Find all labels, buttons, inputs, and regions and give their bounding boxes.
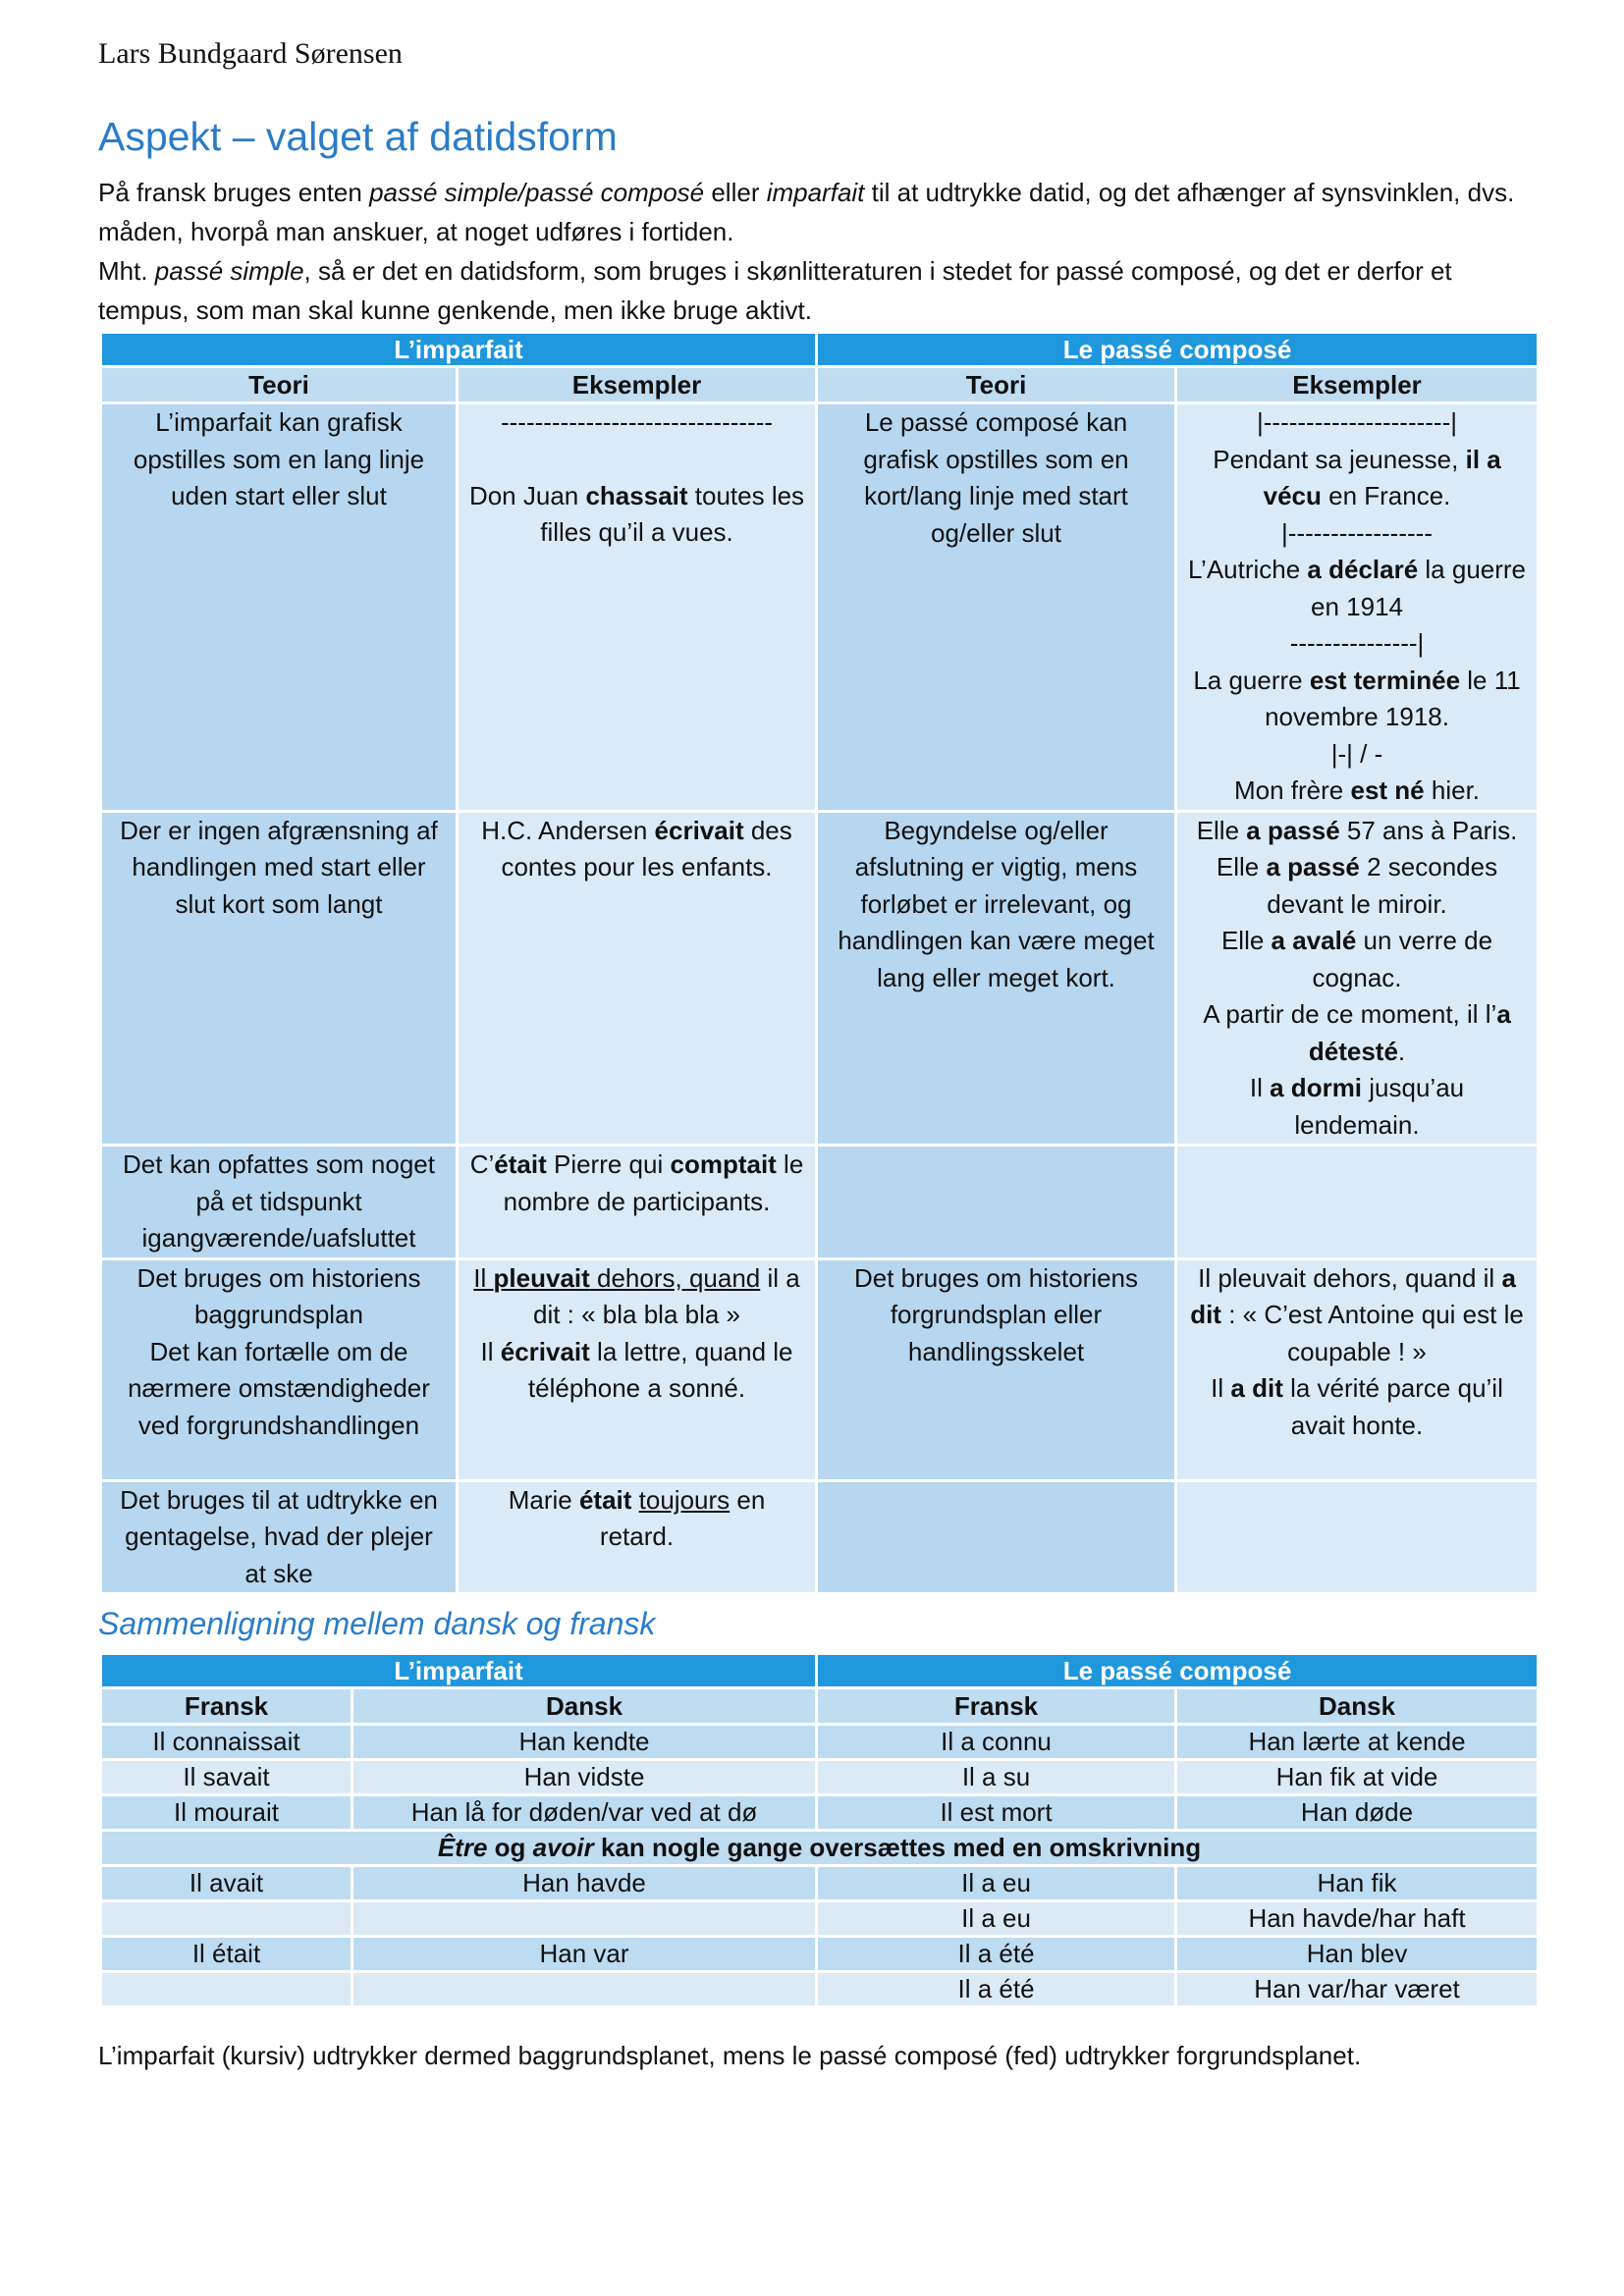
table-subheader-row	[101, 367, 1539, 403]
imparfait-theory-cell: Der er ingen afgrænsning af handlingen med start eller slut kort som langt	[101, 811, 458, 1146]
table-subheader-row	[101, 1688, 1539, 1725]
text-span: en retard.	[599, 1484, 766, 1551]
passe-compose-example-cell	[1176, 403, 1539, 812]
example-sentence	[1187, 1370, 1527, 1444]
text-span: le nombre de participants.	[503, 1149, 804, 1216]
text-span: Il	[473, 1262, 494, 1293]
table-cell: Il mourait	[101, 1795, 352, 1831]
page-title: Aspekt – valget af datidsform	[98, 114, 618, 159]
example-sentence	[1187, 442, 1527, 515]
table-cell: Il connaissait	[101, 1725, 352, 1760]
text-span	[631, 1485, 638, 1515]
table-row	[101, 403, 1539, 812]
verb-form: est terminée	[1309, 665, 1461, 695]
text-span: til at udtrykke datid, og det afhænger af synsvinklen, dvs. måden, hvorpå man anskuer, at noget udføres i fortiden.	[98, 178, 1515, 246]
verb-form: est né	[1350, 775, 1425, 805]
imparfait-example-cell	[458, 811, 817, 1146]
text-span: jusqu’au lendemain.	[1294, 1073, 1465, 1140]
underlined-clause	[473, 1263, 760, 1293]
example-sentence	[468, 478, 805, 552]
table-cell: Han havde	[352, 1866, 817, 1901]
example-sentence	[1187, 552, 1527, 625]
group-header-imparfait: L’imparfait	[101, 1654, 817, 1688]
verb-form: a passé	[1266, 852, 1360, 881]
table-row	[101, 1725, 1539, 1760]
empty-cell	[1176, 1146, 1539, 1259]
table-cell: Il a été	[817, 1972, 1176, 2007]
passe-compose-theory-cell: Begyndelse og/eller afslutning er vigtig, mens forløbet er irrelevant, og handlingen kan være meget lang eller meget kort.	[817, 811, 1176, 1146]
theory-line: Det bruges om historiens baggrundsplan	[136, 1262, 421, 1329]
example-sentence	[1187, 1260, 1527, 1371]
text-span: Pierre qui	[546, 1149, 671, 1179]
table-cell: Il a eu	[817, 1901, 1176, 1937]
imparfait-theory-cell: L’imparfait kan grafisk opstilles som en lang linje uden start eller slut	[101, 403, 458, 812]
text-span: Elle	[1216, 852, 1267, 881]
table-cell: Han vidste	[352, 1760, 817, 1795]
text-span: L’Autriche	[1188, 555, 1308, 584]
table-cell: Han var	[352, 1937, 817, 1972]
text-span: il a dit : « bla bla bla »	[532, 1262, 800, 1329]
imparfait-theory-cell	[101, 1258, 458, 1480]
imparfait-theory-cell: Det bruges til at udtrykke en gentagelse, hvad der plejer at ske	[101, 1480, 458, 1594]
text-span: la lettre, quand le téléphone a sonné.	[527, 1336, 793, 1403]
table-cell: Han døde	[1176, 1795, 1539, 1831]
table-cell	[352, 1972, 817, 2007]
example-sentence	[1187, 849, 1527, 923]
table-cell: Han var/har været	[1176, 1972, 1539, 2007]
table-row	[101, 1480, 1539, 1594]
text-span: eller	[704, 178, 767, 207]
text-span: Elle	[1220, 926, 1272, 955]
conclusion-text: L’imparfait (kursiv) udtrykker dermed baggrundsplanet, mens le passé composé (fed) udtrykker forgrundsplanet.	[98, 2041, 1362, 2070]
intro-text	[98, 173, 1532, 330]
table-row	[101, 1972, 1539, 2007]
timeline-line: |-| / -	[1330, 738, 1383, 769]
column-header: Teori	[817, 367, 1176, 403]
text-span: , så er det en datidsform, som bruges i skønlitteraturen i stedet for passé composé, og det er derfor et tempus, som man skal kunne genkende, men ikke bruge aktivt.	[98, 256, 1452, 325]
author-header: Lars Bundgaard Sørensen	[98, 37, 403, 70]
table-cell: Il a été	[817, 1937, 1176, 1972]
table-cell: Han lå for døden/var ved at dø	[352, 1795, 817, 1831]
table-cell: Han fik at vide	[1176, 1760, 1539, 1795]
verb-form: a passé	[1246, 815, 1340, 845]
text-span: toutes les filles qu’il a vues.	[540, 480, 805, 547]
italic-term: imparfait	[766, 178, 865, 207]
timeline-line: |-----------------	[1281, 517, 1433, 548]
verb-form: a déclaré	[1307, 555, 1419, 584]
theory-line: Det kan fortælle om de nærmere omstændigheder ved forgrundshandlingen	[128, 1336, 430, 1440]
verb-form: écrivait	[654, 815, 744, 845]
italic-term: passé simple	[154, 256, 304, 286]
example-sentence	[1187, 813, 1527, 850]
verb-form: a dit	[1230, 1373, 1283, 1403]
example-sentence	[1187, 1070, 1527, 1144]
intro-paragraph-2	[98, 251, 1532, 330]
table-header-row	[101, 333, 1539, 367]
table-row	[101, 1146, 1539, 1259]
table-cell: Han havde/har haft	[1176, 1901, 1539, 1937]
table-cell: Il a eu	[817, 1866, 1176, 1901]
table-row	[101, 1866, 1539, 1901]
table-cell: Han fik	[1176, 1866, 1539, 1901]
table-header-row	[101, 1654, 1539, 1688]
imparfait-theory-cell: Det kan opfattes som noget på et tidspunkt igangværende/uafsluttet	[101, 1146, 458, 1259]
table-cell: Han kendte	[352, 1725, 817, 1760]
verb-form: était	[578, 1484, 632, 1515]
underlined-word: toujours	[638, 1484, 731, 1515]
italic-term: avoir	[532, 1833, 594, 1862]
table-cell: Il a su	[817, 1760, 1176, 1795]
text-span: le 11 novembre 1918.	[1265, 665, 1521, 731]
table-row	[101, 1937, 1539, 1972]
table-cell: Il avait	[101, 1866, 352, 1901]
example-sentence	[468, 1334, 805, 1408]
passe-compose-theory-cell: Det bruges om historiens forgrundsplan eller handlingsskelet	[817, 1258, 1176, 1480]
table-row	[101, 1901, 1539, 1937]
empty-cell	[817, 1146, 1176, 1259]
column-header: Eksempler	[1176, 367, 1539, 403]
passe-compose-example-cell	[1176, 811, 1539, 1146]
text-span: Il pleuvait dehors, quand il	[1198, 1262, 1502, 1293]
timeline-line: |----------------------|	[1257, 407, 1458, 437]
verb-form: comptait	[670, 1149, 777, 1179]
empty-cell	[817, 1480, 1176, 1594]
text-span: A partir de ce moment, il l’	[1203, 999, 1497, 1029]
text-span: Pendant sa jeunesse,	[1213, 444, 1466, 474]
table-row	[101, 811, 1539, 1146]
table-row	[101, 1760, 1539, 1795]
column-header: Fransk	[817, 1688, 1176, 1725]
group-header-passe-compose: Le passé composé	[817, 1654, 1539, 1688]
table-cell: Il est mort	[817, 1795, 1176, 1831]
text-span: Il	[1249, 1073, 1271, 1102]
text-span: la vérité parce qu’il avait honte.	[1282, 1373, 1503, 1440]
passe-compose-example-cell	[1176, 1258, 1539, 1480]
text-span: .	[1397, 1036, 1406, 1066]
text-span: H.C. Andersen	[481, 815, 655, 845]
text-span: Il	[480, 1336, 501, 1366]
table-cell: Han blev	[1176, 1937, 1539, 1972]
italic-term: Être	[437, 1833, 488, 1862]
text-span: un verre de cognac.	[1312, 926, 1493, 992]
table-cell: Il savait	[101, 1760, 352, 1795]
table-subheader-row	[101, 1831, 1539, 1866]
group-header-imparfait: L’imparfait	[101, 333, 817, 367]
text-span: Mon frère	[1234, 775, 1351, 805]
text-span: Mht.	[98, 256, 155, 286]
text-span: Il	[1211, 1373, 1231, 1403]
table-cell: Il était	[101, 1937, 352, 1972]
subheader-cell	[101, 1831, 1539, 1866]
intro-paragraph-1	[98, 173, 1532, 251]
text-span: 57 ans à Paris.	[1339, 815, 1518, 845]
table-cell: Han lærte at kende	[1176, 1725, 1539, 1760]
text-span: hier.	[1424, 775, 1481, 805]
text-span: la guerre en 1914	[1311, 555, 1527, 621]
example-sentence	[1187, 663, 1527, 736]
table-cell	[352, 1901, 817, 1937]
example-sentence	[1187, 773, 1527, 810]
table-row	[101, 1795, 1539, 1831]
verb-form: était	[494, 1149, 547, 1179]
text-span: og	[487, 1833, 533, 1862]
section-subtitle: Sammenligning mellem dansk og fransk	[98, 1606, 656, 1641]
imparfait-example-cell	[458, 1146, 817, 1259]
text-span: des contes pour les enfants.	[501, 815, 792, 881]
column-header: Teori	[101, 367, 458, 403]
text-span: en France.	[1321, 481, 1451, 510]
verb-form: il a vécu	[1263, 444, 1501, 510]
text-span: kan nogle gange oversættes med en omskrivning	[593, 1833, 1202, 1862]
column-header: Dansk	[352, 1688, 817, 1725]
aspect-table	[99, 331, 1540, 1595]
group-header-passe-compose: Le passé composé	[817, 333, 1539, 367]
verb-form: a dit	[1190, 1262, 1516, 1329]
text-span: C’	[469, 1149, 495, 1179]
table-row	[101, 1258, 1539, 1480]
imparfait-example-cell	[458, 1480, 817, 1594]
column-header: Eksempler	[458, 367, 817, 403]
table-cell: Il a connu	[817, 1725, 1176, 1760]
example-sentence	[1187, 996, 1527, 1070]
empty-cell	[1176, 1480, 1539, 1594]
verb-form: chassait	[585, 480, 688, 510]
table-cell	[101, 1972, 352, 2007]
table-cell	[101, 1901, 352, 1937]
text-span: La guerre	[1193, 665, 1310, 695]
example-sentence	[1187, 923, 1527, 996]
verb-form: a détesté	[1308, 999, 1511, 1066]
imparfait-example-cell	[458, 1258, 817, 1480]
text-span: dehors, quand	[589, 1262, 761, 1293]
verb-form: écrivait	[500, 1336, 590, 1366]
passe-compose-theory-cell: Le passé composé kan grafisk opstilles som en kort/lang linje med start og/eller slut	[817, 403, 1176, 812]
verb-form: a dormi	[1270, 1073, 1363, 1102]
text-span: Don Juan	[468, 480, 586, 510]
italic-term: passé simple/passé composé	[369, 178, 705, 207]
text-span: 2 secondes devant le miroir.	[1267, 852, 1498, 919]
imparfait-example-cell	[458, 403, 817, 812]
verb-form: pleuvait	[493, 1262, 590, 1293]
text-span: : « C’est Antoine qui est le coupable ! »	[1220, 1300, 1524, 1366]
text-span: Elle	[1196, 815, 1247, 845]
text-span: Marie	[508, 1484, 579, 1515]
verb-form: a avalé	[1271, 926, 1357, 955]
example-sentence	[468, 1260, 805, 1334]
text-span: På fransk bruges enten	[98, 178, 370, 207]
column-header: Fransk	[101, 1688, 352, 1725]
comparison-table	[99, 1652, 1540, 2008]
column-header: Dansk	[1176, 1688, 1539, 1725]
timeline-line: ---------------|	[1289, 628, 1425, 658]
timeline-line: --------------------------------	[500, 407, 774, 437]
